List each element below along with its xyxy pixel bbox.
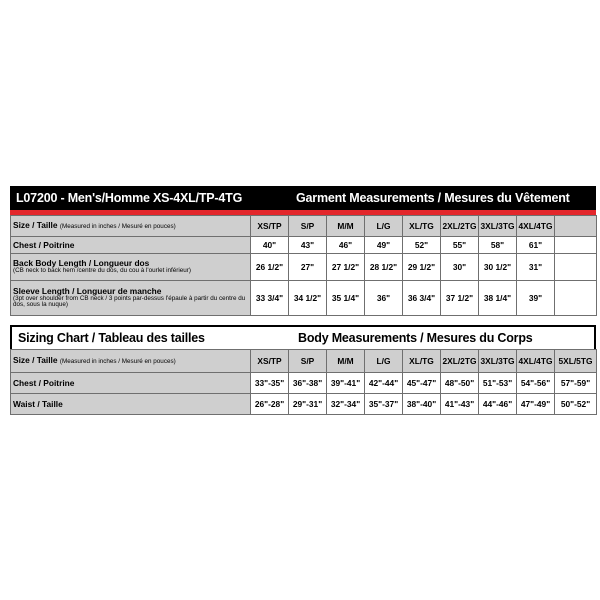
size-cell: XS/TP: [251, 216, 289, 237]
value-cell: 32"-34": [327, 394, 365, 415]
value-cell: 49": [365, 237, 403, 254]
value-cell: 39"-41": [327, 373, 365, 394]
value-cell: 35"-37": [365, 394, 403, 415]
garment-table: [10, 215, 597, 316]
value-cell: 35 1/4": [327, 281, 365, 316]
waist-row: [11, 394, 597, 415]
value-cell: [555, 281, 597, 316]
size-cell: M/M: [327, 216, 365, 237]
garment-title: L07200 - Men's/Homme XS-4XL/TP-4TG: [16, 191, 243, 205]
value-cell: 55": [441, 237, 479, 254]
value-cell: 43": [289, 237, 327, 254]
value-cell: 34 1/2": [289, 281, 327, 316]
size-header-row: [11, 350, 597, 373]
value-cell: 41"-43": [441, 394, 479, 415]
row-note: (CB neck to back hem /centre du dos, du cou à l'ourlet inférieur): [13, 267, 191, 275]
value-cell: 47"-49": [517, 394, 555, 415]
garment-header: [10, 186, 596, 210]
size-cell: L/G: [365, 350, 403, 373]
value-cell: 54"-56": [517, 373, 555, 394]
value-cell: 26"-28": [251, 394, 289, 415]
value-cell: 28 1/2": [365, 254, 403, 281]
value-cell: 52": [403, 237, 441, 254]
body-subtitle: Body Measurements / Mesures du Corps: [298, 331, 533, 345]
value-cell: 58": [479, 237, 517, 254]
size-note: (Measured in inches / Mesuré en pouces): [59, 223, 176, 231]
row-note: (3pt over shoulder from CB neck / 3 points par-dessus l'épaule à partir du centre du dos, sous la nuque): [13, 294, 246, 309]
chest-row: [11, 237, 597, 254]
value-cell: 46": [327, 237, 365, 254]
size-cell: XS/TP: [251, 350, 289, 373]
row-label-cell: [11, 281, 251, 316]
size-cell: XL/TG: [403, 350, 441, 373]
value-cell: 40": [251, 237, 289, 254]
value-cell: 48"-50": [441, 373, 479, 394]
value-cell: [555, 254, 597, 281]
value-cell: 39": [517, 281, 555, 316]
sleeve-length-row: [11, 281, 597, 316]
value-cell: 30": [441, 254, 479, 281]
value-cell: 31": [517, 254, 555, 281]
value-cell: 26 1/2": [251, 254, 289, 281]
size-label-cell: [11, 216, 251, 237]
value-cell: 61": [517, 237, 555, 254]
value-cell: 44"-46": [479, 394, 517, 415]
body-table: [10, 349, 597, 415]
size-cell: 5XL/5TG: [555, 350, 597, 373]
size-label: Size / Taille: [13, 220, 58, 231]
size-cell: [555, 216, 597, 237]
value-cell: 30 1/2": [479, 254, 517, 281]
row-label: Chest / Poitrine: [11, 373, 251, 394]
value-cell: 29 1/2": [403, 254, 441, 281]
row-label: Back Body Length / Longueur dos: [13, 258, 150, 269]
size-header-row: [11, 216, 597, 237]
row-label: Chest / Poitrine: [11, 237, 251, 254]
size-cell: S/P: [289, 350, 327, 373]
size-cell: L/G: [365, 216, 403, 237]
garment-subtitle: Garment Measurements / Mesures du Vêtement: [296, 191, 570, 205]
chest-row: [11, 373, 597, 394]
size-note: (Measured in inches / Mesuré en pouces): [59, 358, 176, 366]
size-cell: 2XL/2TG: [441, 216, 479, 237]
value-cell: 50"-52": [555, 394, 597, 415]
value-cell: 37 1/2": [441, 281, 479, 316]
value-cell: [555, 237, 597, 254]
body-measurements-chart: [10, 325, 596, 415]
row-label-cell: [11, 254, 251, 281]
value-cell: 33 3/4": [251, 281, 289, 316]
size-cell: 2XL/2TG: [441, 350, 479, 373]
value-cell: 42"-44": [365, 373, 403, 394]
body-header: [10, 325, 596, 349]
value-cell: 36"-38": [289, 373, 327, 394]
size-cell: M/M: [327, 350, 365, 373]
value-cell: 38 1/4": [479, 281, 517, 316]
value-cell: 51"-53": [479, 373, 517, 394]
size-cell: XL/TG: [403, 216, 441, 237]
garment-measurements-chart: [10, 186, 596, 316]
size-label: Size / Taille: [13, 355, 58, 366]
value-cell: 27": [289, 254, 327, 281]
size-cell: 4XL/4TG: [517, 216, 555, 237]
size-cell: 3XL/3TG: [479, 216, 517, 237]
value-cell: 45"-47": [403, 373, 441, 394]
size-label-cell: [11, 350, 251, 373]
value-cell: 33"-35": [251, 373, 289, 394]
back-length-row: [11, 254, 597, 281]
size-cell: 3XL/3TG: [479, 350, 517, 373]
value-cell: 38"-40": [403, 394, 441, 415]
value-cell: 29"-31": [289, 394, 327, 415]
value-cell: 36": [365, 281, 403, 316]
value-cell: 27 1/2": [327, 254, 365, 281]
row-label: Waist / Taille: [11, 394, 251, 415]
value-cell: 36 3/4": [403, 281, 441, 316]
size-cell: 4XL/4TG: [517, 350, 555, 373]
body-title: Sizing Chart / Tableau des tailles: [18, 331, 205, 345]
row-label: Sleeve Length / Longueur de manche: [13, 285, 162, 296]
size-cell: S/P: [289, 216, 327, 237]
value-cell: 57"-59": [555, 373, 597, 394]
